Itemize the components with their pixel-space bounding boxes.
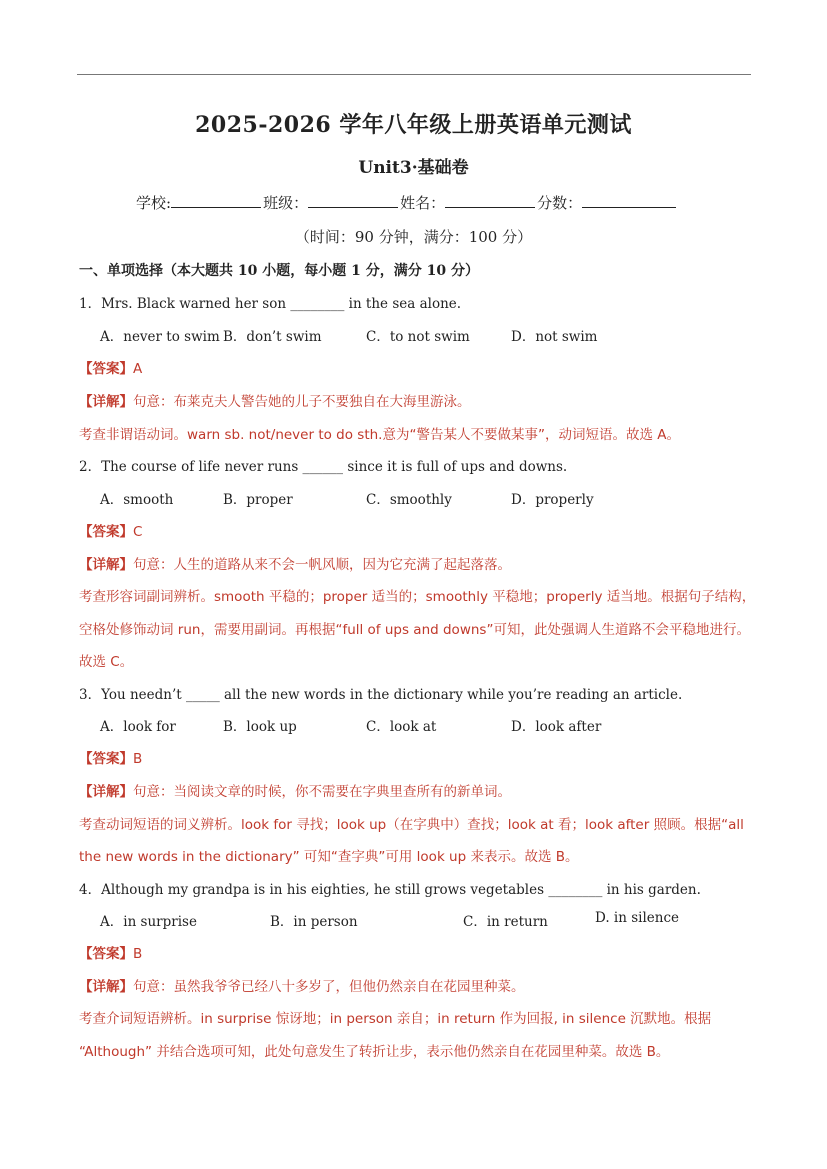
option-d: D．properly bbox=[511, 492, 594, 508]
answer-tag: 【答案】 bbox=[79, 946, 133, 962]
school-label: 学校: bbox=[136, 194, 172, 212]
answer-tag: 【答案】 bbox=[79, 751, 133, 767]
answer-value: B bbox=[133, 946, 143, 962]
answer-tag: 【答案】 bbox=[79, 361, 133, 377]
analysis-line: 考查动词短语的词义辨析。look for 寻找；look up（在字典中）查找；look at 看；look after 照顾。根据“all bbox=[79, 817, 744, 833]
section-title: 一、单项选择（本大题共 10 小题，每小题 1 分，满分 10 分） bbox=[79, 263, 479, 279]
question-stem: 3．You needn’t _____ all the new words in the dictionary while you’re reading an article. bbox=[79, 687, 683, 703]
detail-line bbox=[79, 975, 525, 995]
page-title: 2025-2026 学年八年级上册英语单元测试 bbox=[195, 112, 632, 138]
sentence-meaning: 句意：当阅读文章的时候，你不需要在字典里查所有的新单词。 bbox=[133, 784, 511, 800]
detail-tag: 【详解】 bbox=[79, 394, 133, 410]
option-d: D．not swim bbox=[511, 329, 598, 345]
option-c: C．in return bbox=[463, 914, 548, 930]
answer-line bbox=[79, 942, 142, 962]
sentence-meaning: 句意：虽然我爷爷已经八十多岁了，但他仍然亲自在花园里种菜。 bbox=[133, 979, 525, 995]
option-a: A．never to swim bbox=[100, 329, 220, 345]
detail-tag: 【详解】 bbox=[79, 979, 133, 995]
question-stem: 2．The course of life never runs ______ since it is full of ups and downs. bbox=[79, 459, 568, 475]
answer-line bbox=[79, 520, 142, 540]
analysis-line: 考查形容词副词辨析。smooth 平稳的；proper 适当的；smoothly 平稳地；properly 适当地。根据句子结构， bbox=[79, 589, 756, 605]
option-d: D. in silence bbox=[595, 910, 680, 926]
detail-line bbox=[79, 553, 511, 573]
question-stem: 1．Mrs. Black warned her son ________ in the sea alone. bbox=[79, 296, 462, 312]
class-label: 班级： bbox=[263, 194, 309, 212]
class-blank[interactable] bbox=[308, 193, 398, 208]
option-a: A．in surprise bbox=[100, 914, 197, 930]
header-rule bbox=[77, 74, 751, 75]
option-b: B．don’t swim bbox=[223, 329, 322, 345]
option-a: A．look for bbox=[100, 719, 176, 735]
analysis-line: “Although” 并结合选项可知，此处句意发生了转折让步，表示他仍然亲自在花园里种菜。故选 B。 bbox=[79, 1044, 670, 1060]
detail-line bbox=[79, 390, 471, 410]
answer-line bbox=[79, 747, 142, 767]
option-b: B．proper bbox=[223, 492, 293, 508]
analysis-line: 考查非谓语动词。warn sb. not/never to do sth.意为“警告某人不要做某事”，动词短语。故选 A。 bbox=[79, 427, 680, 443]
analysis-line: the new words in the dictionary” 可知“查字典”可用 look up 来表示。故选 B。 bbox=[79, 849, 579, 865]
sentence-meaning: 句意：人生的道路从来不会一帆风顺，因为它充满了起起落落。 bbox=[133, 557, 511, 573]
option-d: D．look after bbox=[511, 719, 602, 735]
answer-line bbox=[79, 357, 142, 377]
page-subtitle: Unit3·基础卷 bbox=[358, 158, 469, 178]
score-label: 分数： bbox=[537, 194, 583, 212]
option-c: C．smoothly bbox=[366, 492, 452, 508]
name-blank[interactable] bbox=[445, 193, 535, 208]
detail-tag: 【详解】 bbox=[79, 557, 133, 573]
detail-line bbox=[79, 780, 511, 800]
option-a: A．smooth bbox=[100, 492, 174, 508]
student-info-row bbox=[136, 192, 678, 213]
option-b: B．look up bbox=[223, 719, 297, 735]
analysis-line: 空格处修饰动词 run，需要用副词。再根据“full of ups and downs”可知，此处强调人生道路不会平稳地进行。 bbox=[79, 622, 750, 638]
answer-value: B bbox=[133, 751, 143, 767]
option-c: C．to not swim bbox=[366, 329, 470, 345]
detail-tag: 【详解】 bbox=[79, 784, 133, 800]
answer-value: C bbox=[133, 524, 143, 540]
name-label: 姓名： bbox=[400, 194, 446, 212]
school-blank[interactable] bbox=[171, 193, 261, 208]
sentence-meaning: 句意：布莱克夫人警告她的儿子不要独自在大海里游泳。 bbox=[133, 394, 471, 410]
score-blank[interactable] bbox=[582, 193, 676, 208]
analysis-line: 故选 C。 bbox=[79, 654, 134, 670]
option-c: C．look at bbox=[366, 719, 437, 735]
analysis-line: 考查介词短语辨析。in surprise 惊讶地；in person 亲自；in return 作为回报, in silence 沉默地。根据 bbox=[79, 1011, 712, 1027]
time-note: （时间：90 分钟，满分：100 分） bbox=[294, 228, 533, 246]
answer-tag: 【答案】 bbox=[79, 524, 133, 540]
answer-value: A bbox=[133, 361, 143, 377]
option-b: B．in person bbox=[270, 914, 358, 930]
question-stem: 4．Although my grandpa is in his eighties, he still grows vegetables ________ in his garden. bbox=[79, 882, 701, 898]
